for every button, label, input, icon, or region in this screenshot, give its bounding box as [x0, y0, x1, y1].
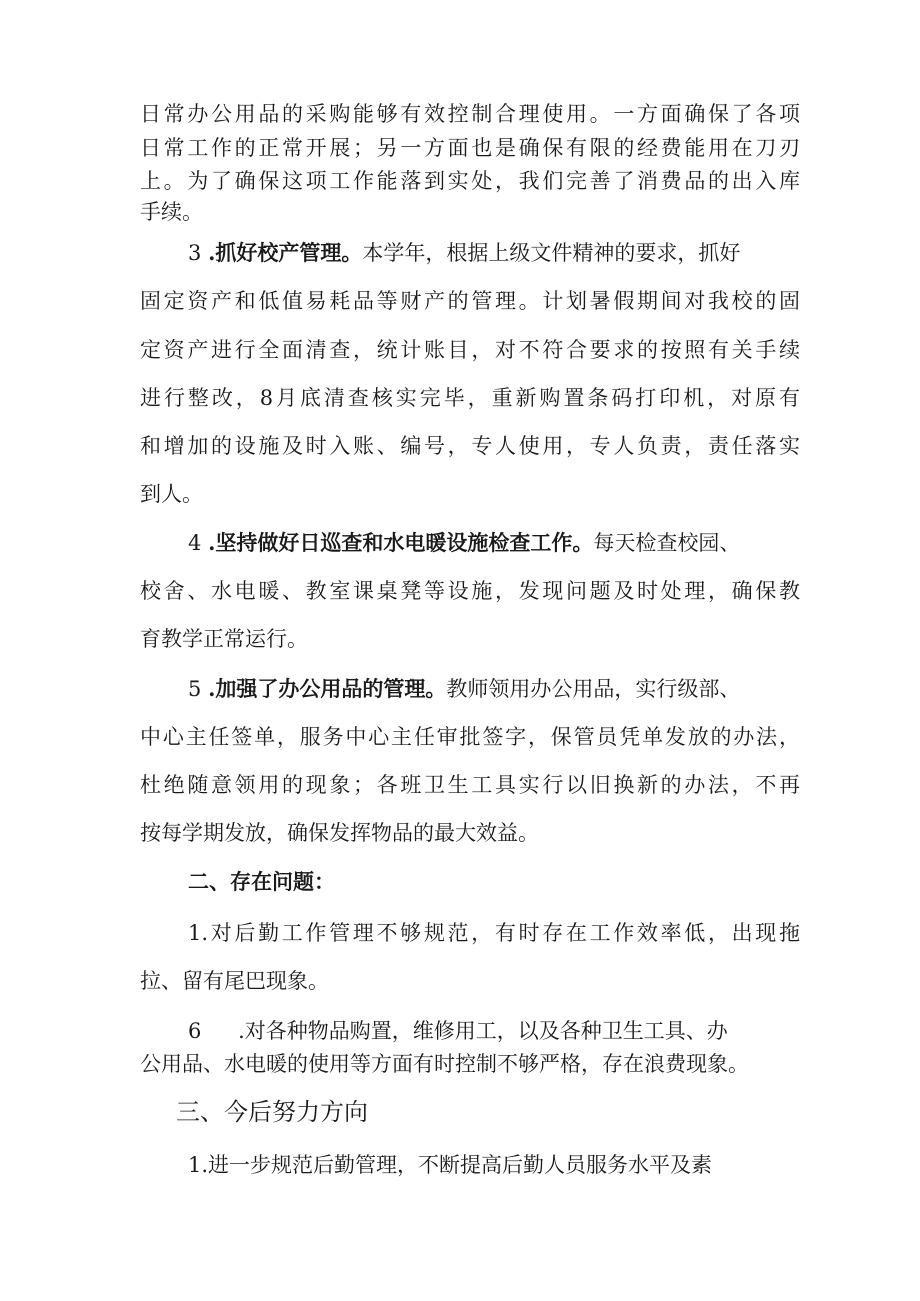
- item3-number: 3: [188, 241, 202, 265]
- item5-heading: .加强了办公用品的管理。: [208, 676, 447, 701]
- item5-line: 中心主任签单，服务中心主任审批签字，保管员凭单发放的办法，: [140, 725, 800, 749]
- item4-line: 育教学正常运行。: [140, 627, 308, 651]
- issue2-first-text: .对各种物品购置，维修用工，以及各种卫生工具、办: [238, 1019, 728, 1043]
- item4-first-line: [188, 528, 800, 558]
- item3-line: 定资产进行全面清查，统计账目，对不符合要求的按照有关手续: [140, 338, 800, 362]
- para1-line2: 日常工作的正常开展；另一方面也是确保有限的经费能用在刀刃: [140, 136, 800, 160]
- item5-line: 杜绝随意领用的现象；各班卫生工具实行以旧换新的办法，不再: [140, 773, 800, 797]
- item5-first-text: 教师领用办公用品，实行级部、: [446, 677, 741, 701]
- item3-line: 进行整改，8月底清查核实完毕，重新购置条码打印机，对原有: [140, 386, 800, 410]
- item3-first-line: [188, 238, 800, 268]
- para1-line1: 日常办公用品的采购能够有效控制合理使用。一方面确保了各项: [140, 102, 800, 126]
- item4-line: 校舍、水电暖、教室课桌凳等设施，发现问题及时处理，确保教: [140, 579, 800, 603]
- issue2-line2: 公用品、水电暖的使用等方面有时控制不够严格，存在浪费现象。: [140, 1052, 749, 1076]
- issue1-line1: 1.对后勤工作管理不够规范，有时存在工作效率低，出现拖: [188, 921, 800, 945]
- item3-line: 固定资产和低值易耗品等财产的管理。计划暑假期间对我校的固: [140, 289, 800, 313]
- item4-number: 4: [188, 531, 202, 555]
- item5-first-line: [188, 674, 800, 704]
- item3-line: 到人。: [140, 482, 203, 506]
- item5-line: 按每学期发放，确保发挥物品的最大效益。: [140, 821, 539, 845]
- section-heading-issues: 二、存在问题：: [188, 869, 335, 894]
- item4-heading: .坚持做好日巡查和水电暖设施检查工作。: [208, 530, 594, 555]
- issue1-line2: 拉、留有尾巴现象。: [140, 969, 329, 993]
- item3-heading: .抓好校产管理。: [208, 240, 363, 265]
- item4-first-text: 每天检查校园、: [593, 531, 741, 555]
- issue2-number: 6: [188, 1019, 202, 1043]
- section-heading-direction: 三、今后努力方向: [176, 1098, 368, 1126]
- item5-number: 5: [188, 677, 202, 701]
- item3-line: 和增加的设施及时入账、编号，专人使用，专人负责，责任落实: [140, 434, 800, 458]
- plan1-line1: 1.进一步规范后勤管理，不断提高后勤人员服务水平及素: [188, 1153, 713, 1177]
- para1-line4: 手续。: [140, 200, 203, 224]
- item3-first-text: 本学年，根据上级文件精神的要求，抓好: [362, 241, 741, 265]
- para1-line3: 上。为了确保这项工作能落到实处，我们完善了消费品的出入库: [140, 169, 800, 193]
- issue2-first-line: [188, 1016, 800, 1046]
